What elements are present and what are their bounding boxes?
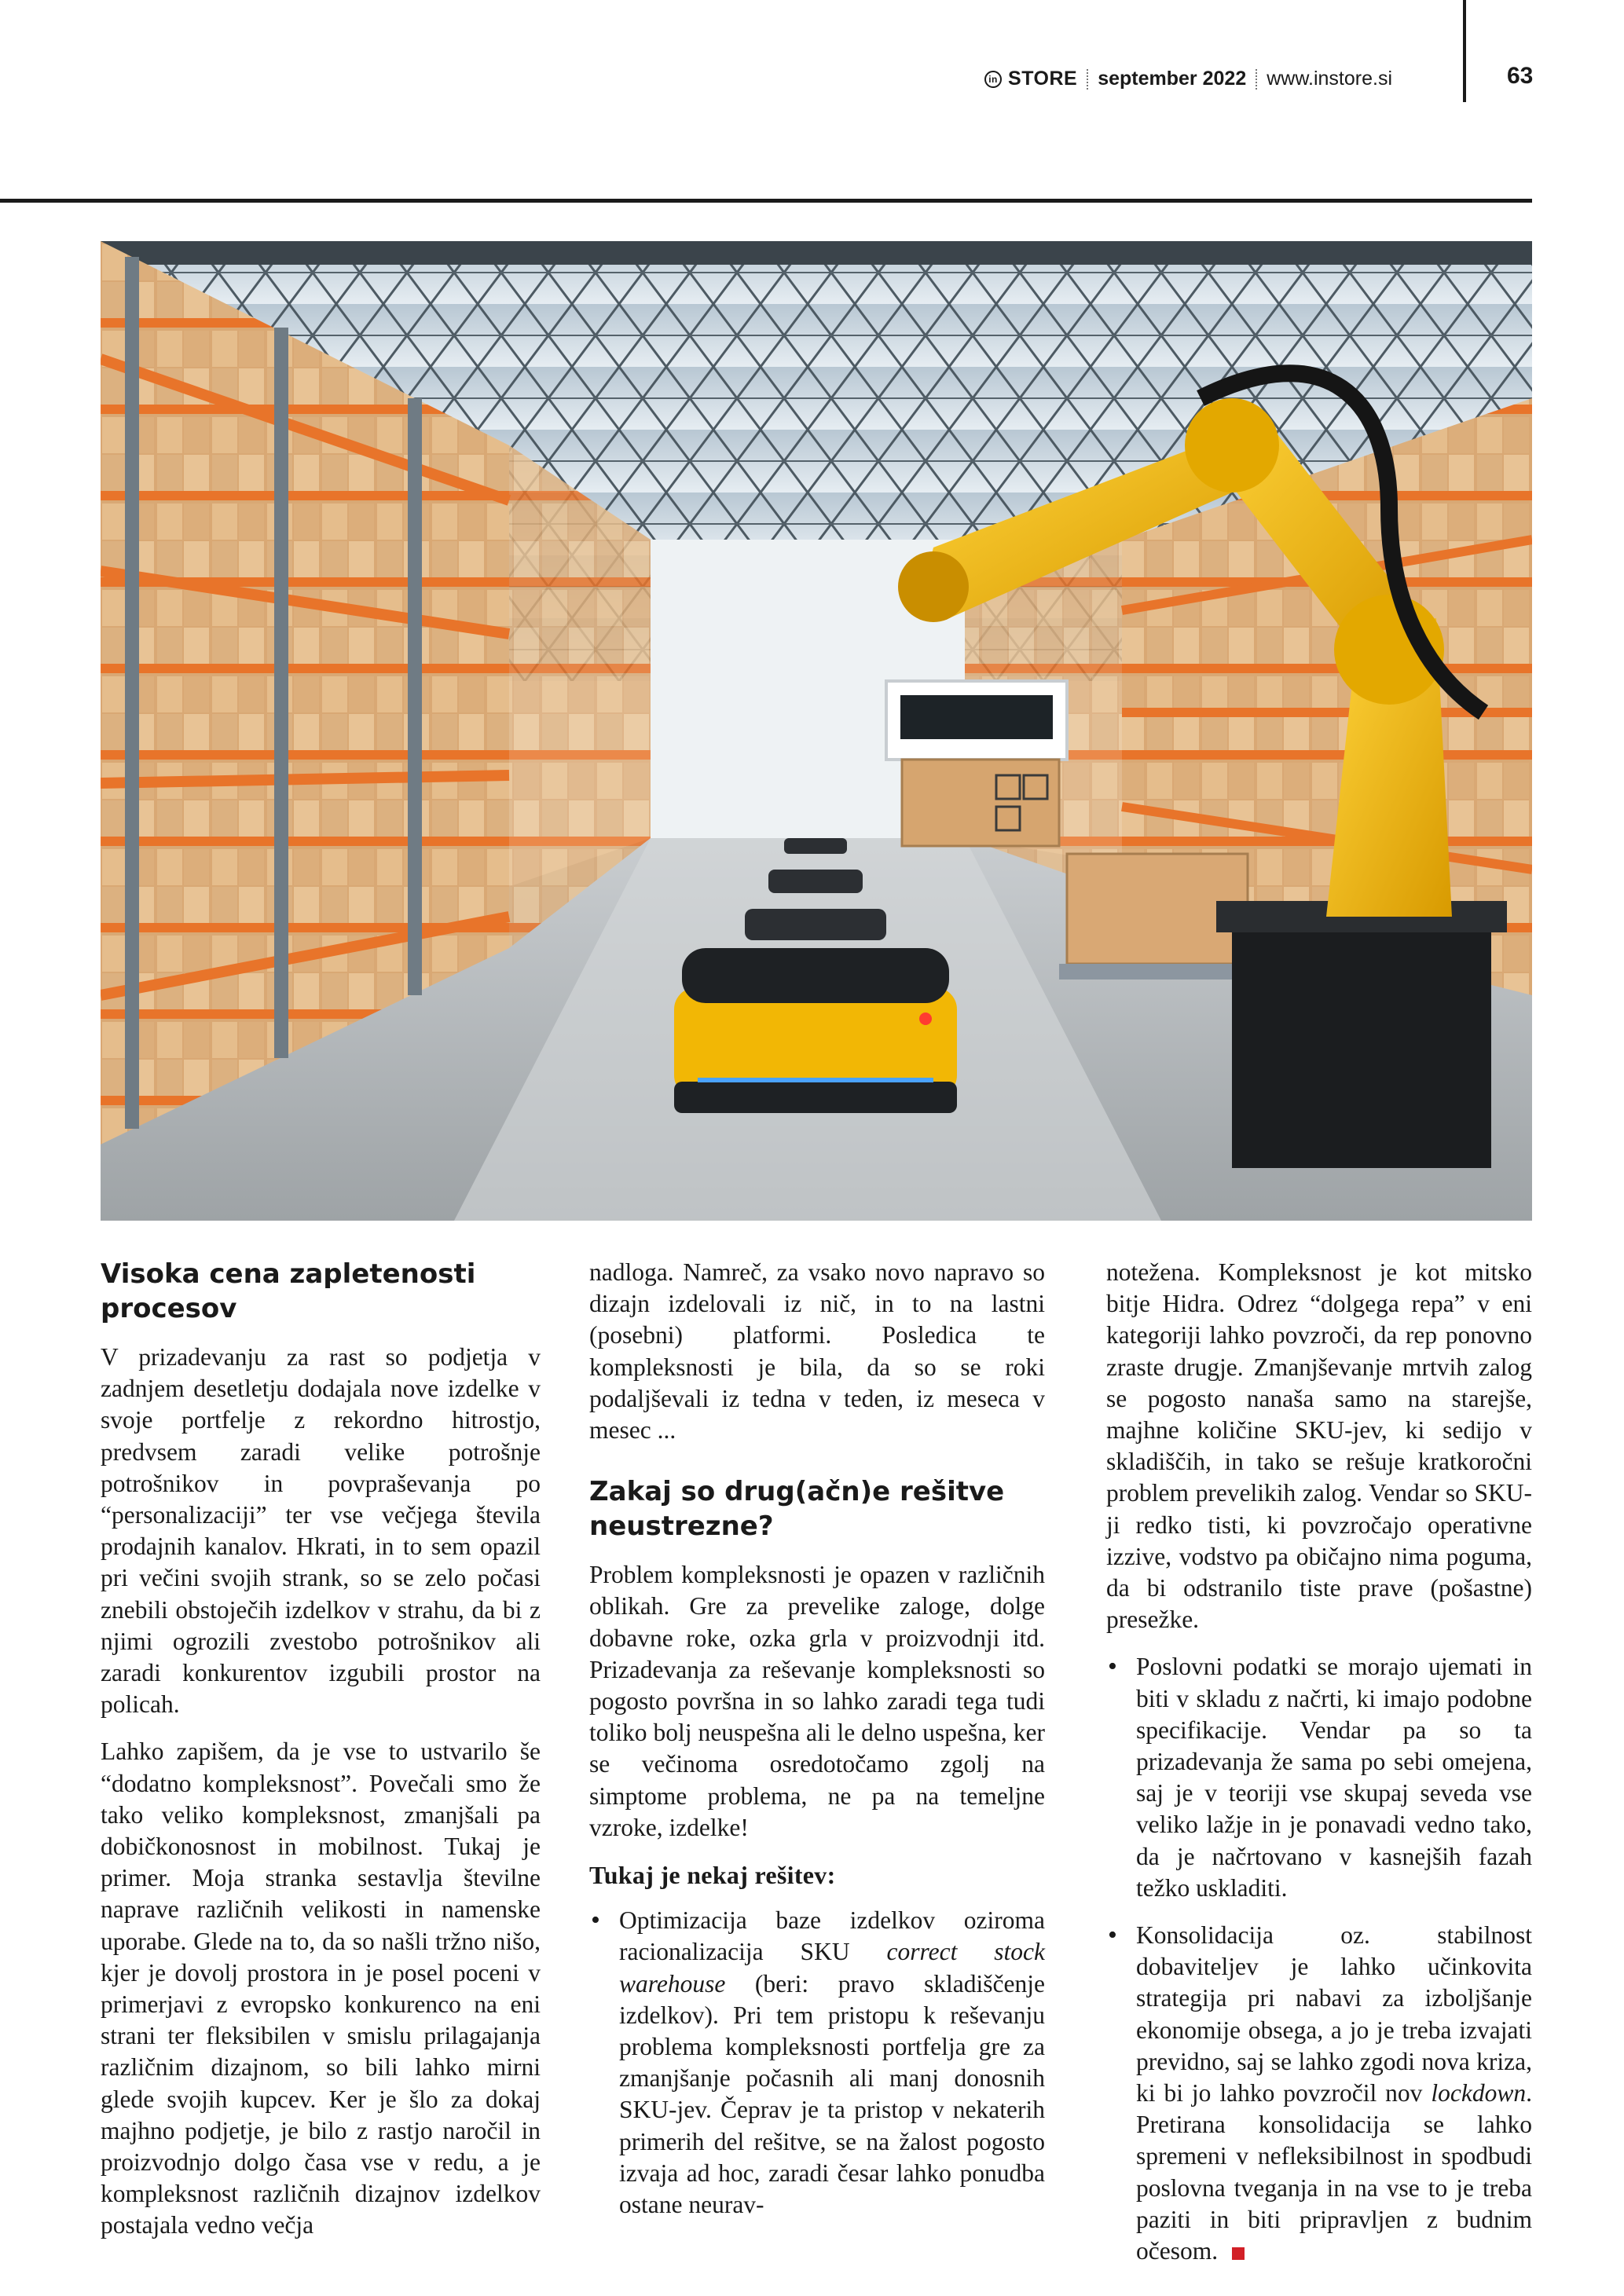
paragraph: Lahko zapišem, da je vse to ustvarilo še “dodatno kompleksnost”. Povečali smo že tako veliko kompleksnost, zmanjšali pa dobičkonosnost in mobilnost. Tukaj je primer. Moja stranka sestavlja številne naprave različnih velikosti in namenske uporabe. Glede na to, da so našli tržno nišo, kjer je dovolj prostora in je posel poceni v primerjavi z evropsko konkurenco na eni strani ter fleksibilen v smislu prilagajanja različnim dizajnom, so bili lahko mirni glede svojih kupcev. Ker je šlo za dokaj majhno podjetje, je bilo z rastjo naročil in proizvodnjo dolgo časa vse v redu, a je kompleksnost različnih dizajnov izdelkov postajala vedno večja [101, 1738, 541, 2239]
brand-logo-icon: in [984, 71, 1002, 88]
list-item-emphasis: correct stock warehouse [619, 1938, 1045, 1998]
header-separator [1087, 69, 1088, 90]
website-url: www.instore.si [1267, 68, 1392, 90]
column-2 [589, 1257, 1045, 2236]
column-3 [1106, 1257, 1532, 2283]
solutions-list [589, 1905, 1045, 2221]
hero-image [101, 241, 1532, 1221]
header-vertical-rule [1463, 0, 1466, 102]
list-item: • Poslovni podatki se morajo ujemati in biti v skladu z načrti, ki imajo podobne specifikacije. Vendar pa so ta prizadevanja že sama po sebi omejena, saj je v teoriji vse skupaj seveda vse veliko lažje in je ponavadi vedno tako, da je načrtovano v kasnejših fazah težko uskladiti. [1106, 1651, 1532, 1904]
page-header [0, 0, 1624, 110]
page-number: 63 [1507, 63, 1534, 89]
paragraph: notežena. Kompleksnost je kot mitsko bitje Hidra. Odrez “dolgega repa” v eni kategoriji lahko povzroči, da rep ponovno zraste drugje. Zmanjševanje mrtvih zalog se pogosto nanaša samo na starejše, majhne količine SKU-jev, ki sedijo v skladiščih, in tako se rešuje kratkoročni problem prevelikih zalog. Vendar so SKU-ji redko tisti, ki povzročajo operativne izzive, vodstvo pa običajno nima poguma, da bi odstranilo tiste prave (pošastne) presežke. [1106, 1258, 1532, 1634]
section-heading: Zakaj so drug(ačn)e rešitve neustrezne? [589, 1476, 1005, 1543]
list-item-text: (beri: pravo skladiščenje izdelkov). Pri tem pristopu k reševanju problema kompleksnosti portfelja gre za zmanjšanje počasnih ali manj donosnih SKU-jev. Čeprav je ta pristop v nekaterih primerih del rešitve, se na žalost pogosto izvaja ad hoc, zaradi česar lahko ponudba ostane neurav- [619, 1969, 1045, 2219]
header-info [984, 68, 1392, 90]
list-item-text: Konsolidacija oz. stabilnost dobaviteljev je lahko učinkovita strategija pri nabavi za izboljšanje ekonomije obsega, a jo je treba izvajati previdno, saj se lahko zgodi nova kriza, ki bi jo lahko povzročil nov [1136, 1921, 1532, 2107]
list-item-text: Optimizacija baze izdelkov oziroma racionalizacija SKU [619, 1906, 1045, 1966]
section-heading: Visoka cena zapletenosti procesov [101, 1258, 476, 1324]
end-of-article-mark [1232, 2247, 1245, 2260]
brand-name: STORE [1008, 68, 1078, 90]
paragraph: nadloga. Namreč, za vsako novo napravo so dizajn izdelovali iz nič, in to na lastni (posebni) platformi. Posledica te kompleksnosti je bila, da so se roki podaljševali iz tedna v teden, iz meseca v mesec ... [589, 1258, 1045, 1445]
list-item [1106, 1920, 1532, 2267]
paragraph: V prizadevanju za rast so podjetja v zadnjem desetletju dodajala nove izdelke v svoje portfelje z rekordno hitrostjo, predvsem zaradi velike potrošnje potrošnikov in povpraševanja po “personalizaciji” ter vse večjega števila prodajnih kanalov. Hkrati, in to sem opazil pri večini svojih strank, so se zelo počasi znebili obstoječih izdelkov v strahu, da bi z njimi ogrozili zvestobo potrošnikov ali zaradi konkurentov izgubili prostor na policah. [101, 1343, 541, 1719]
list-item [589, 1905, 1045, 2221]
list-item-text: . Pretirana konsolidacija se lahko spremeni v nefleksibilnost in spodbudi poslovna tveganja in na vse to je treba paziti in biti pripravljen z budnim očesom. [1136, 2079, 1532, 2265]
solutions-heading: Tukaj je nekaj rešitev: [589, 1861, 836, 1890]
paragraph: Problem kompleksnosti je opazen v različnih oblikah. Gre za prevelike zaloge, dolge dobavne roke, ozka grla v proizvodnji itd. Prizadevanja za reševanje kompleksnosti so pogosto površna in so lahko zaradi tega tudi toliko bolj neuspešna ali le delno uspešna, ker se večinoma osredotočamo zgolj na simptome problema, ne pa na temeljne vzroke, izdelke! [589, 1561, 1045, 1841]
solutions-list-continued [1106, 1651, 1532, 2267]
header-rule [0, 199, 1532, 203]
column-1 [101, 1257, 541, 2258]
list-item-emphasis: lockdown [1431, 2079, 1527, 2107]
issue-month: september 2022 [1098, 68, 1247, 90]
brand [984, 68, 1077, 90]
header-separator [1256, 69, 1257, 90]
